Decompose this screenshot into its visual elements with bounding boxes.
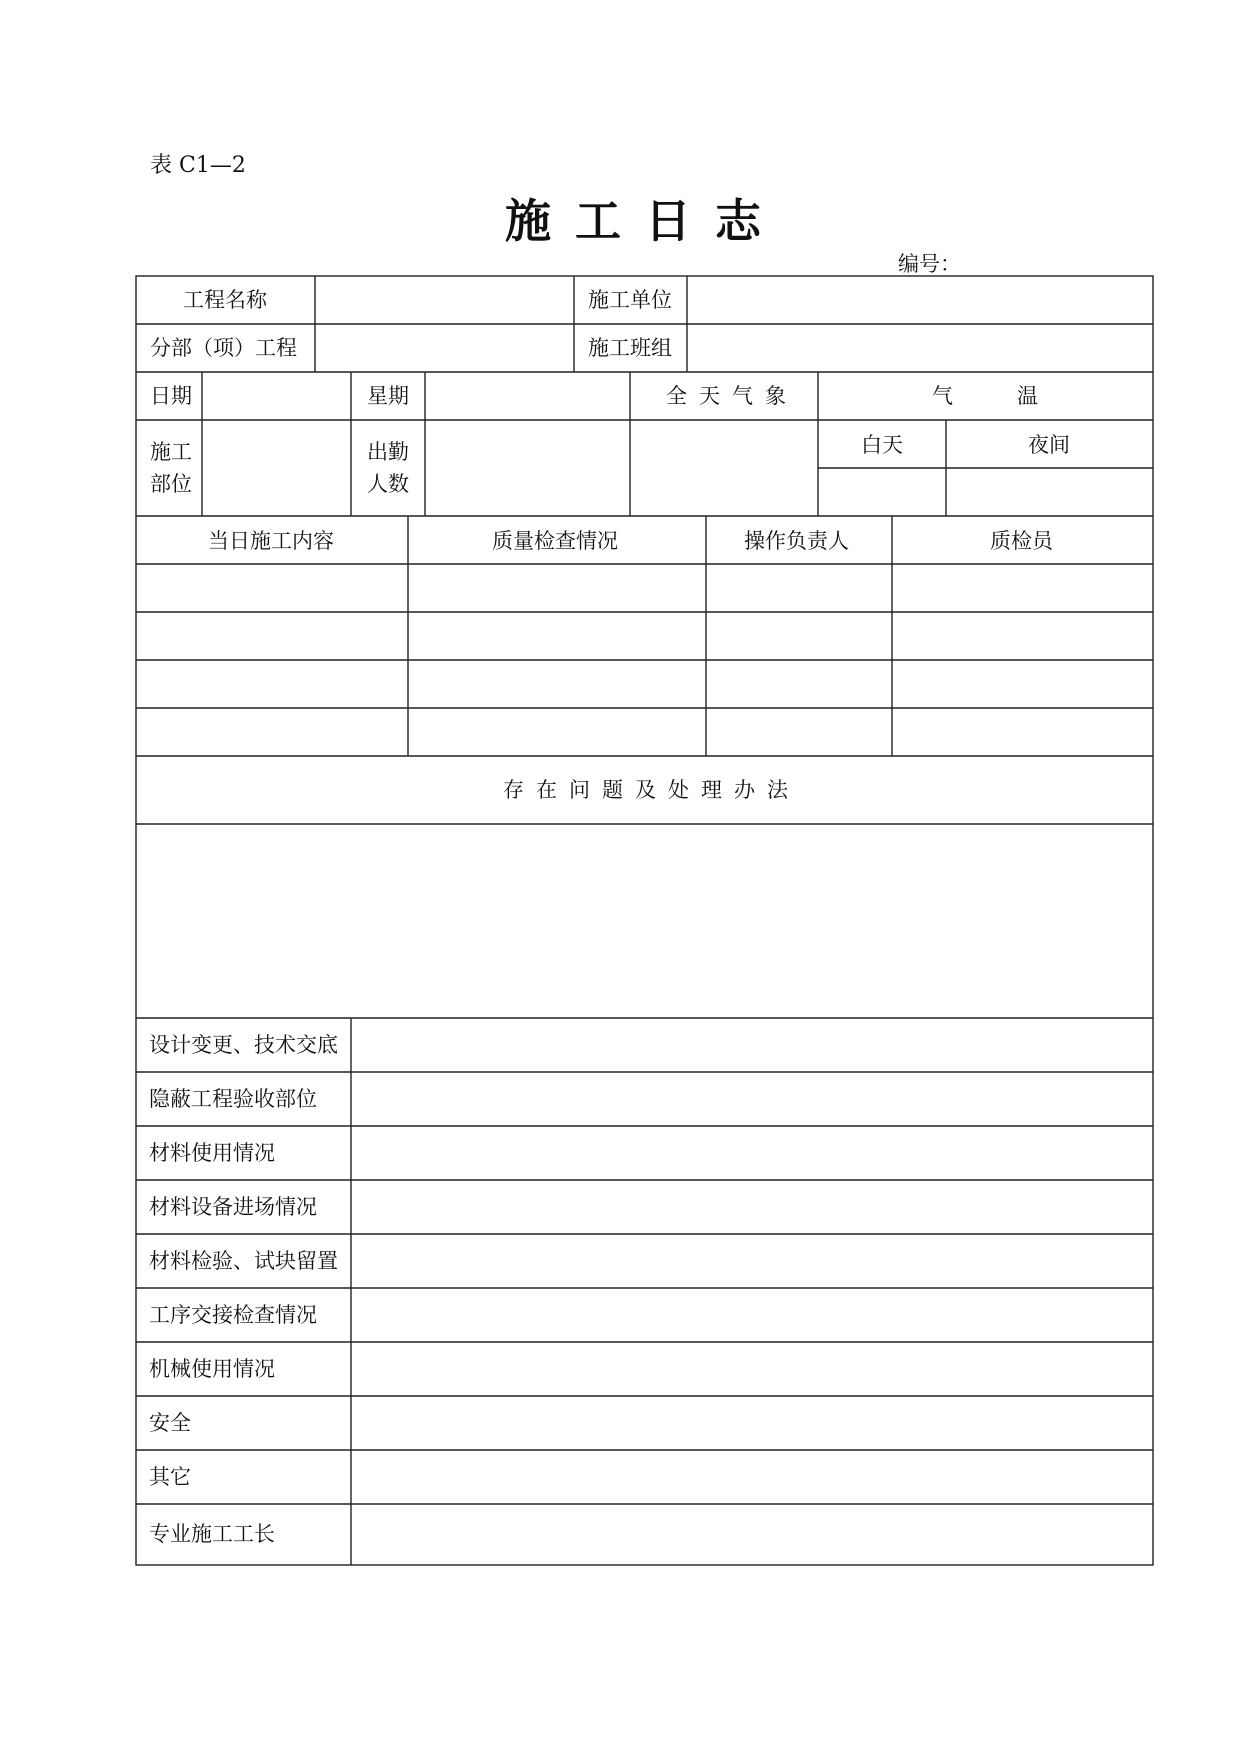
issues-section-title: 存在问题及处理办法: [503, 778, 800, 802]
daytime-label: 白天: [861, 433, 903, 457]
work-column-header-inspector: 质检员: [990, 529, 1053, 553]
record-label-other: 其它: [149, 1465, 191, 1489]
serial-number-label: 编号：: [898, 252, 961, 276]
weather-label: 全天气象: [666, 384, 798, 408]
attendance-label-line-2: 人数: [367, 472, 409, 496]
construction-location-label-line-1: 施工: [150, 440, 192, 464]
attendance-label-line-1: 出勤: [367, 440, 409, 464]
weekday-label: 星期: [367, 384, 409, 408]
record-label-material-testing: 材料检验、试块留置: [149, 1249, 338, 1273]
record-label-material-entry: 材料设备进场情况: [149, 1195, 317, 1219]
construction-team-label: 施工班组: [588, 336, 672, 360]
temperature-label-char-2: 温: [1017, 384, 1038, 408]
work-column-header-operator: 操作负责人: [744, 529, 849, 553]
record-label-design-change: 设计变更、技术交底: [149, 1033, 338, 1057]
record-label-hidden-works: 隐蔽工程验收部位: [149, 1087, 317, 1111]
project-name-label: 工程名称: [183, 288, 267, 312]
date-label: 日期: [150, 384, 192, 408]
construction-location-label-line-2: 部位: [150, 472, 192, 496]
record-label-process-handover: 工序交接检查情况: [149, 1303, 317, 1327]
work-column-header-quality: 质量检查情况: [492, 529, 618, 553]
record-label-foreman: 专业施工工长: [149, 1522, 275, 1546]
record-label-material-usage: 材料使用情况: [149, 1141, 275, 1165]
work-column-header-content: 当日施工内容: [208, 529, 334, 553]
page-title: 施工日志: [505, 194, 785, 248]
sub-project-label: 分部（项）工程: [150, 336, 297, 360]
record-label-safety: 安全: [149, 1411, 191, 1435]
construction-unit-label: 施工单位: [588, 288, 672, 312]
record-label-machinery-usage: 机械使用情况: [149, 1357, 275, 1381]
night-label: 夜间: [1028, 433, 1070, 457]
temperature-label-char-1: 气: [932, 384, 953, 408]
form-code: 表 C1—2: [150, 153, 246, 178]
